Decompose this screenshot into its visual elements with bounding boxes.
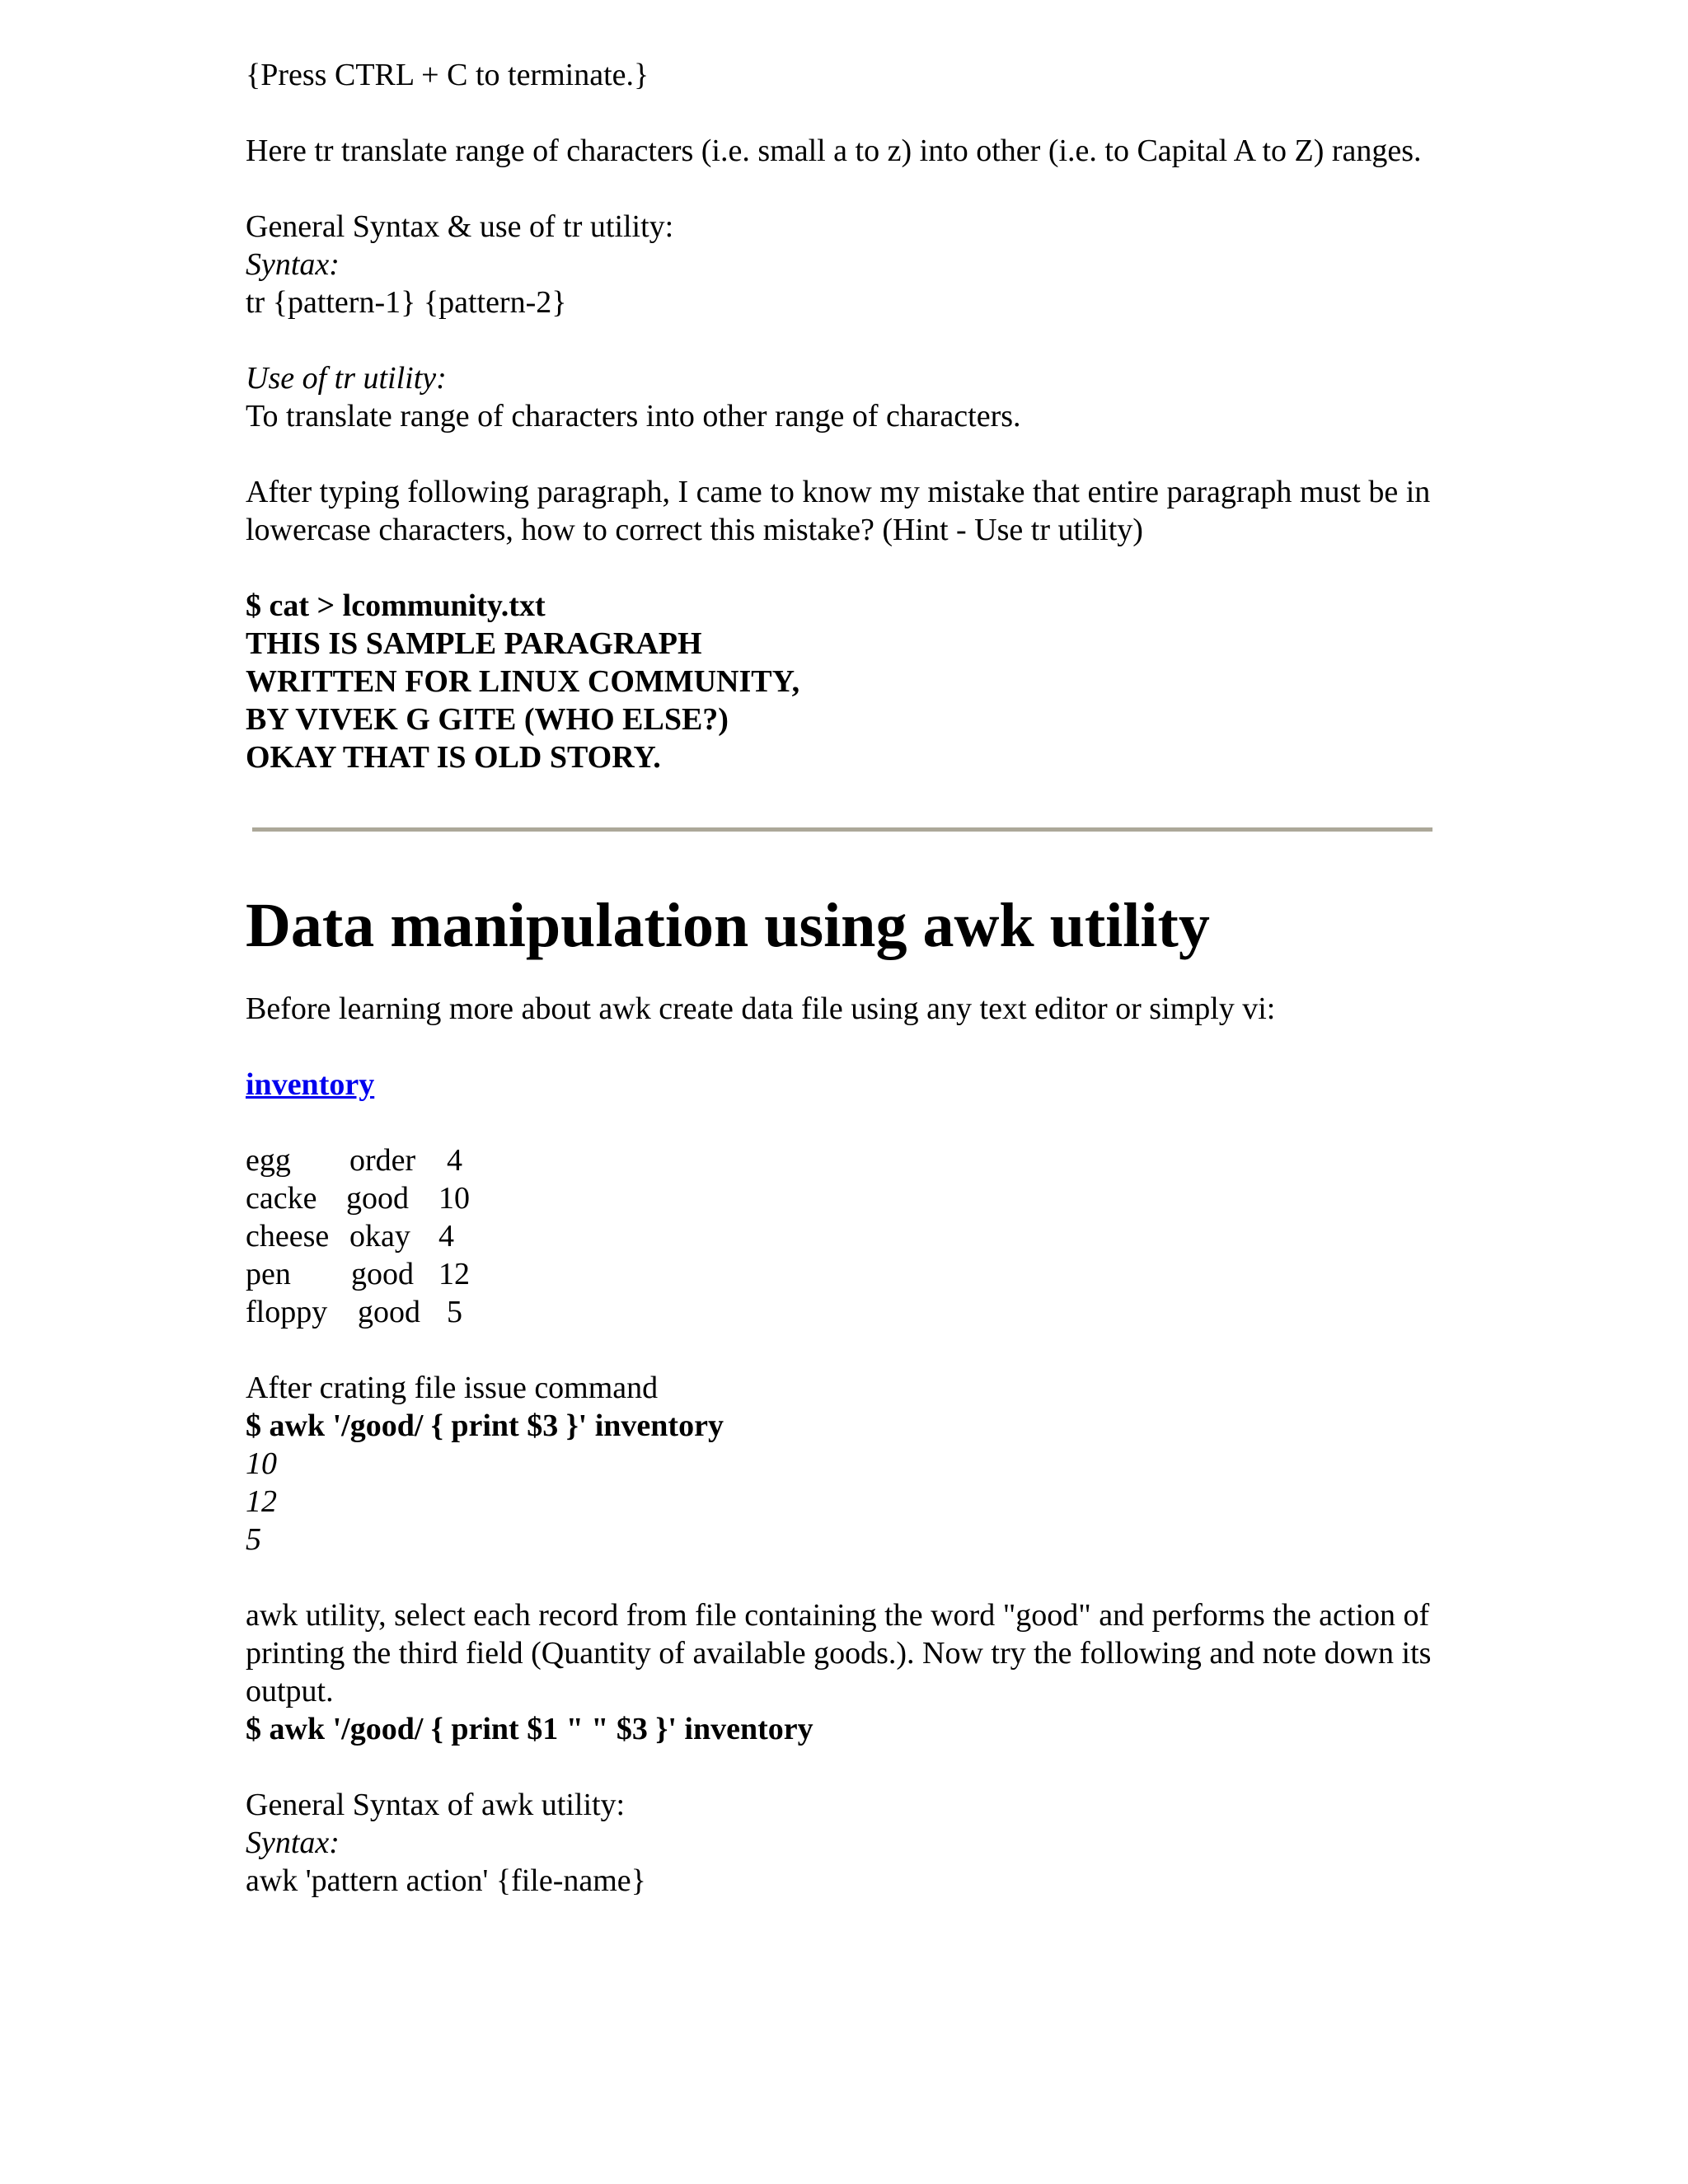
tr-exercise: After typing following paragraph, I came to know my mistake that entire paragraph must be in lowercase characters, how to correct this mistake? (Hint - Use tr utility) [246, 475, 1431, 547]
inventory-item: floppy [246, 1295, 328, 1329]
inventory-item: cacke [246, 1181, 317, 1216]
inventory-qty: 12 [438, 1257, 470, 1291]
awk-syntax-command: awk 'pattern action' {file-name} [246, 1863, 646, 1898]
awk-command-2: $ awk '/good/ { print $1 " " $3 }' inventory [246, 1712, 814, 1746]
code-line: $ cat > lcommunity.txt [246, 588, 546, 623]
awk-syntax-heading: General Syntax of awk utility: [246, 1788, 626, 1822]
awk-output-line: 12 [246, 1484, 277, 1519]
inventory-status: good [351, 1257, 414, 1291]
inventory-status: okay [349, 1219, 410, 1254]
inventory-row [246, 1293, 1449, 1331]
inventory-qty: 4 [438, 1219, 454, 1254]
tr-syntax-label: Syntax: [246, 247, 340, 282]
inventory-link[interactable]: inventory [246, 1067, 375, 1102]
code-line: WRITTEN FOR LINUX COMMUNITY, [246, 664, 800, 699]
section-title: Data manipulation using awk utility [246, 891, 1210, 960]
tr-syntax-heading: General Syntax & use of tr utility: [246, 209, 674, 244]
awk-output-line: 5 [246, 1522, 261, 1557]
tr-use-label: Use of tr utility: [246, 361, 447, 396]
awk-explanation: awk utility, select each record from file containing the word "good" and performs the action of printing the third field (Quantity of available goods.). Now try the following and note down its output. [246, 1598, 1432, 1708]
inventory-row [246, 1179, 1449, 1217]
inventory-qty: 5 [447, 1295, 462, 1329]
code-line: THIS IS SAMPLE PARAGRAPH [246, 626, 702, 661]
document-page [246, 56, 1449, 1900]
inventory-row [246, 1217, 1449, 1255]
tr-use-text: To translate range of characters into other range of characters. [246, 399, 1021, 434]
inventory-item: cheese [246, 1219, 330, 1254]
awk-command-1: $ awk '/good/ { print $3 }' inventory [246, 1408, 724, 1443]
awk-syntax-label: Syntax: [246, 1825, 340, 1860]
code-line: OKAY THAT IS OLD STORY. [246, 740, 661, 775]
awk-output-line: 10 [246, 1446, 277, 1481]
inventory-status: good [358, 1295, 420, 1329]
inventory-status: good [346, 1181, 409, 1216]
inventory-table [246, 1141, 1449, 1331]
code-line: BY VIVEK G GITE (WHO ELSE?) [246, 702, 729, 737]
inventory-item: pen [246, 1257, 291, 1291]
after-creating-text: After crating file issue command [246, 1371, 659, 1405]
inventory-item: egg [246, 1143, 291, 1178]
terminate-note: {Press CTRL + C to terminate.} [246, 58, 649, 92]
code-block [246, 587, 1449, 776]
inventory-row [246, 1255, 1449, 1293]
inventory-qty: 10 [438, 1181, 470, 1216]
tr-syntax-command: tr {pattern-1} {pattern-2} [246, 285, 567, 320]
inventory-row [246, 1141, 1449, 1179]
inventory-qty: 4 [447, 1143, 462, 1178]
awk-intro: Before learning more about awk create data file using any text editor or simply vi: [246, 991, 1276, 1026]
inventory-status: order [349, 1143, 416, 1178]
tr-explanation: Here tr translate range of characters (i.e. small a to z) into other (i.e. to Capital A to Z) ranges. [246, 134, 1422, 168]
